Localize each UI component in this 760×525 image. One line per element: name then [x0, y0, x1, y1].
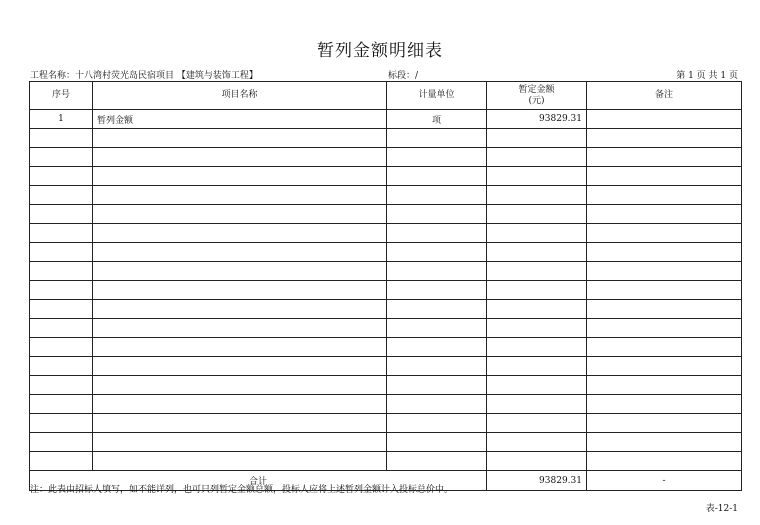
- cell-amount: [487, 300, 587, 319]
- table-row: [30, 129, 742, 148]
- cell-name: 暂列金额: [93, 110, 387, 129]
- cell-note: [587, 243, 742, 262]
- cell-unit: [387, 319, 487, 338]
- cell-unit: [387, 300, 487, 319]
- table-row: [30, 452, 742, 471]
- form-number: 表-12-1: [705, 504, 738, 514]
- cell-note: [587, 300, 742, 319]
- cell-amount: [487, 319, 587, 338]
- provisional-sum-table: [29, 81, 742, 491]
- cell-amount: [487, 414, 587, 433]
- cell-amount: [487, 186, 587, 205]
- col-header-amount-line1: 暂定金额: [518, 84, 555, 95]
- cell-amount: [487, 452, 587, 471]
- cell-name: [93, 129, 387, 148]
- table-row: [30, 205, 742, 224]
- table-row: [30, 148, 742, 167]
- table-header-row: [30, 82, 742, 110]
- cell-amount: [487, 148, 587, 167]
- cell-unit: [387, 433, 487, 452]
- cell-note: [587, 129, 742, 148]
- cell-no: [30, 205, 93, 224]
- table-row: [30, 414, 742, 433]
- section-label: 标段：/: [388, 71, 419, 81]
- cell-no: [30, 300, 93, 319]
- cell-note: [587, 376, 742, 395]
- cell-unit: 项: [387, 110, 487, 129]
- cell-note: [587, 395, 742, 414]
- cell-note: [587, 262, 742, 281]
- cell-no: [30, 243, 93, 262]
- cell-no: [30, 262, 93, 281]
- total-label: 合计: [30, 471, 487, 491]
- cell-name: [93, 433, 387, 452]
- table-row: [30, 433, 742, 452]
- cell-unit: [387, 414, 487, 433]
- table-row: [30, 186, 742, 205]
- cell-name: [93, 300, 387, 319]
- cell-no: [30, 129, 93, 148]
- project-name: 工程名称：十八湾村荧光岛民宿项目 【建筑与装饰工程】: [30, 71, 258, 81]
- cell-name: [93, 148, 387, 167]
- cell-amount: [487, 395, 587, 414]
- cell-unit: [387, 281, 487, 300]
- cell-name: [93, 281, 387, 300]
- cell-no: [30, 395, 93, 414]
- cell-unit: [387, 262, 487, 281]
- col-header-amount-line2: (元): [528, 95, 545, 106]
- cell-note: [587, 357, 742, 376]
- cell-note: [587, 338, 742, 357]
- cell-note: [587, 433, 742, 452]
- cell-name: [93, 395, 387, 414]
- cell-name: [93, 186, 387, 205]
- cell-no: [30, 414, 93, 433]
- table-row: [30, 376, 742, 395]
- page-title: 暂列金额明细表: [317, 41, 443, 61]
- cell-no: [30, 186, 93, 205]
- cell-unit: [387, 186, 487, 205]
- cell-note: [587, 452, 742, 471]
- table-row: [30, 357, 742, 376]
- table-row: [30, 319, 742, 338]
- table-row: [30, 224, 742, 243]
- col-header-name: 项目名称: [93, 82, 387, 110]
- cell-no: [30, 433, 93, 452]
- cell-amount: [487, 376, 587, 395]
- cell-name: [93, 338, 387, 357]
- cell-note: [587, 281, 742, 300]
- cell-name: [93, 414, 387, 433]
- cell-no: 1: [30, 110, 93, 129]
- cell-amount: [487, 262, 587, 281]
- footnote: 注：此表由招标人填写，如不能详列，也可只列暂定金额总额，投标人应将上述暂列金额计入投标总价中。: [30, 485, 454, 495]
- cell-unit: [387, 224, 487, 243]
- table-row: [30, 281, 742, 300]
- cell-name: [93, 357, 387, 376]
- cell-amount: [487, 129, 587, 148]
- table-row: [30, 338, 742, 357]
- cell-amount: [487, 205, 587, 224]
- cell-unit: [387, 338, 487, 357]
- cell-no: [30, 148, 93, 167]
- cell-note: [587, 224, 742, 243]
- cell-unit: [387, 167, 487, 186]
- table-row: [30, 110, 742, 129]
- cell-name: [93, 376, 387, 395]
- cell-amount: [487, 167, 587, 186]
- total-note: -: [587, 471, 742, 491]
- table-row: [30, 262, 742, 281]
- cell-name: [93, 319, 387, 338]
- cell-note: [587, 110, 742, 129]
- cell-note: [587, 167, 742, 186]
- cell-amount: [487, 338, 587, 357]
- cell-no: [30, 167, 93, 186]
- cell-amount: [487, 433, 587, 452]
- cell-no: [30, 281, 93, 300]
- table-row: [30, 395, 742, 414]
- col-header-unit: 计量单位: [387, 82, 487, 110]
- cell-amount: [487, 224, 587, 243]
- cell-note: [587, 414, 742, 433]
- col-header-amount: [487, 82, 587, 110]
- total-amount: 93829.31: [487, 471, 587, 491]
- cell-note: [587, 186, 742, 205]
- table-row: [30, 243, 742, 262]
- cell-amount: [487, 357, 587, 376]
- cell-amount: [487, 281, 587, 300]
- table-row: [30, 300, 742, 319]
- cell-unit: [387, 376, 487, 395]
- cell-note: [587, 148, 742, 167]
- table-body: [30, 110, 742, 471]
- cell-no: [30, 224, 93, 243]
- cell-note: [587, 319, 742, 338]
- cell-unit: [387, 205, 487, 224]
- cell-no: [30, 376, 93, 395]
- col-header-no: 序号: [30, 82, 93, 110]
- cell-no: [30, 319, 93, 338]
- cell-name: [93, 224, 387, 243]
- cell-unit: [387, 357, 487, 376]
- table-row: [30, 167, 742, 186]
- cell-no: [30, 338, 93, 357]
- cell-unit: [387, 129, 487, 148]
- cell-no: [30, 357, 93, 376]
- cell-unit: [387, 148, 487, 167]
- col-header-note: 备注: [587, 82, 742, 110]
- cell-name: [93, 205, 387, 224]
- cell-name: [93, 452, 387, 471]
- cell-unit: [387, 452, 487, 471]
- cell-amount: [487, 243, 587, 262]
- cell-name: [93, 243, 387, 262]
- cell-note: [587, 205, 742, 224]
- cell-unit: [387, 395, 487, 414]
- cell-amount: 93829.31: [487, 110, 587, 129]
- cell-unit: [387, 243, 487, 262]
- cell-no: [30, 452, 93, 471]
- cell-name: [93, 167, 387, 186]
- page-indicator: 第 1 页 共 1 页: [676, 71, 738, 81]
- cell-name: [93, 262, 387, 281]
